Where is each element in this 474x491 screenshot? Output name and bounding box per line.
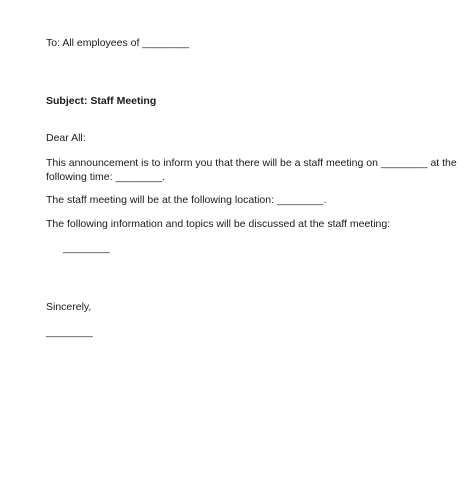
paragraph-1-line-1: This announcement is to inform you that there will be a staff meeting on ________ at the: [46, 157, 457, 169]
paragraph-1-line-2: following time: ________.: [46, 171, 166, 183]
paragraph-2: The staff meeting will be at the following location: ________.: [46, 194, 327, 206]
topics-blank: ________: [63, 242, 110, 254]
closing: Sincerely,: [46, 301, 92, 313]
to-line: To: All employees of ________: [46, 37, 190, 49]
paragraph-3: The following information and topics will be discussed at the staff meeting:: [46, 218, 391, 230]
signature-blank: ________: [46, 326, 93, 338]
subject-line: Subject: Staff Meeting: [46, 95, 157, 107]
greeting: Dear All:: [46, 132, 86, 144]
